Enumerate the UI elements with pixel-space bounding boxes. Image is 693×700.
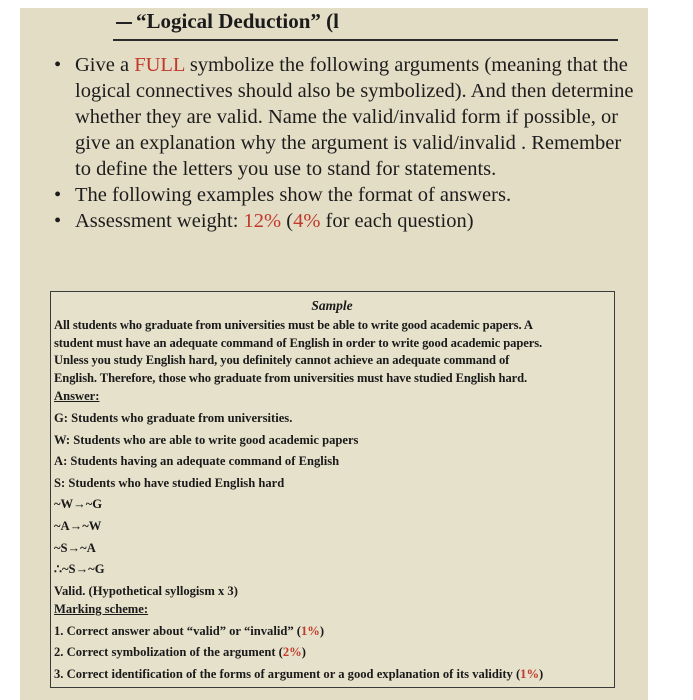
bullet-marker: • [54,184,62,206]
bullet-text: Give a [75,54,135,76]
sample-paragraph [54,317,610,387]
sample-box [50,291,615,688]
bullet-examples [50,182,640,208]
marking-item-2 [54,643,610,661]
bullet-text: symbolize the following arguments (meaning that the logical connectives should also be symbolized). And then determine whether they are valid. Name the valid/invalid form if possible, or give an explanation why the argument is valid/invalid . Remember to define the letters you use to stand for statements. [75,54,634,180]
bullet-text: The following examples show the format of answers. [75,184,512,206]
marking-text: 3. Correct identification of the forms of argument or a good explanation of its validity ( [54,666,521,681]
slide [20,8,648,700]
bullet-assessment [50,208,640,234]
title-rule [113,39,618,41]
definition-g: G: Students who graduate from universities. [54,410,293,425]
slide-title [116,8,378,36]
marking-heading: Marking scheme: [54,602,149,617]
bullet-text: for each question) [320,210,474,232]
bullet-marker: • [54,210,62,232]
marking-pct: 1% [300,623,320,638]
title-text: “Logical Deduction” (l [136,9,339,33]
bullet-text: Assessment weight: [75,210,244,232]
definition-a: A: Students having an adequate command of English [54,454,340,469]
bullet-instructions [50,52,640,182]
paragraph-line: All students who graduate from universities must be able to write good academic papers. A [54,318,533,332]
conclusion: ∴~S→~G [54,562,105,577]
bullet-list [50,52,640,234]
verdict: Valid. (Hypothetical syllogism x 3) [54,583,238,598]
bullet-marker: • [54,54,62,76]
definition-w: W: Students who are able to write good academic papers [54,432,359,447]
paragraph-line: Unless you study English hard, you definitely cannot achieve an adequate command of [54,353,510,368]
weight-each: 4% [293,210,321,232]
definition-s: S: Students who have studied English hard [54,475,285,490]
marking-text: 2. Correct symbolization of the argument ( [54,645,283,660]
answer-heading: Answer: [54,389,100,404]
marking-text: 1. Correct answer about “valid” or “invalid” ( [54,623,301,638]
marking-pct: 2% [282,645,302,660]
full-highlight: FULL [134,54,185,76]
marking-text: ) [539,666,544,681]
paragraph-line: student must have an adequate command of English in order to write good academic papers. [54,335,543,350]
weight-total: 12% [243,210,282,232]
marking-pct: 1% [520,666,540,681]
title-dash [116,22,132,24]
marking-text: ) [301,645,306,660]
premise-1: ~W→~G [54,497,103,512]
marking-text: ) [319,623,325,638]
bullet-text: ( [281,210,294,232]
premise-2: ~A→~W [54,518,102,533]
marking-item-1 [54,622,610,640]
sample-title: Sample [311,298,353,313]
paragraph-line: English. Therefore, those who graduate from universities must have studied English hard. [54,370,528,385]
marking-item-3 [54,665,610,683]
premise-3: ~S→~A [54,540,96,555]
